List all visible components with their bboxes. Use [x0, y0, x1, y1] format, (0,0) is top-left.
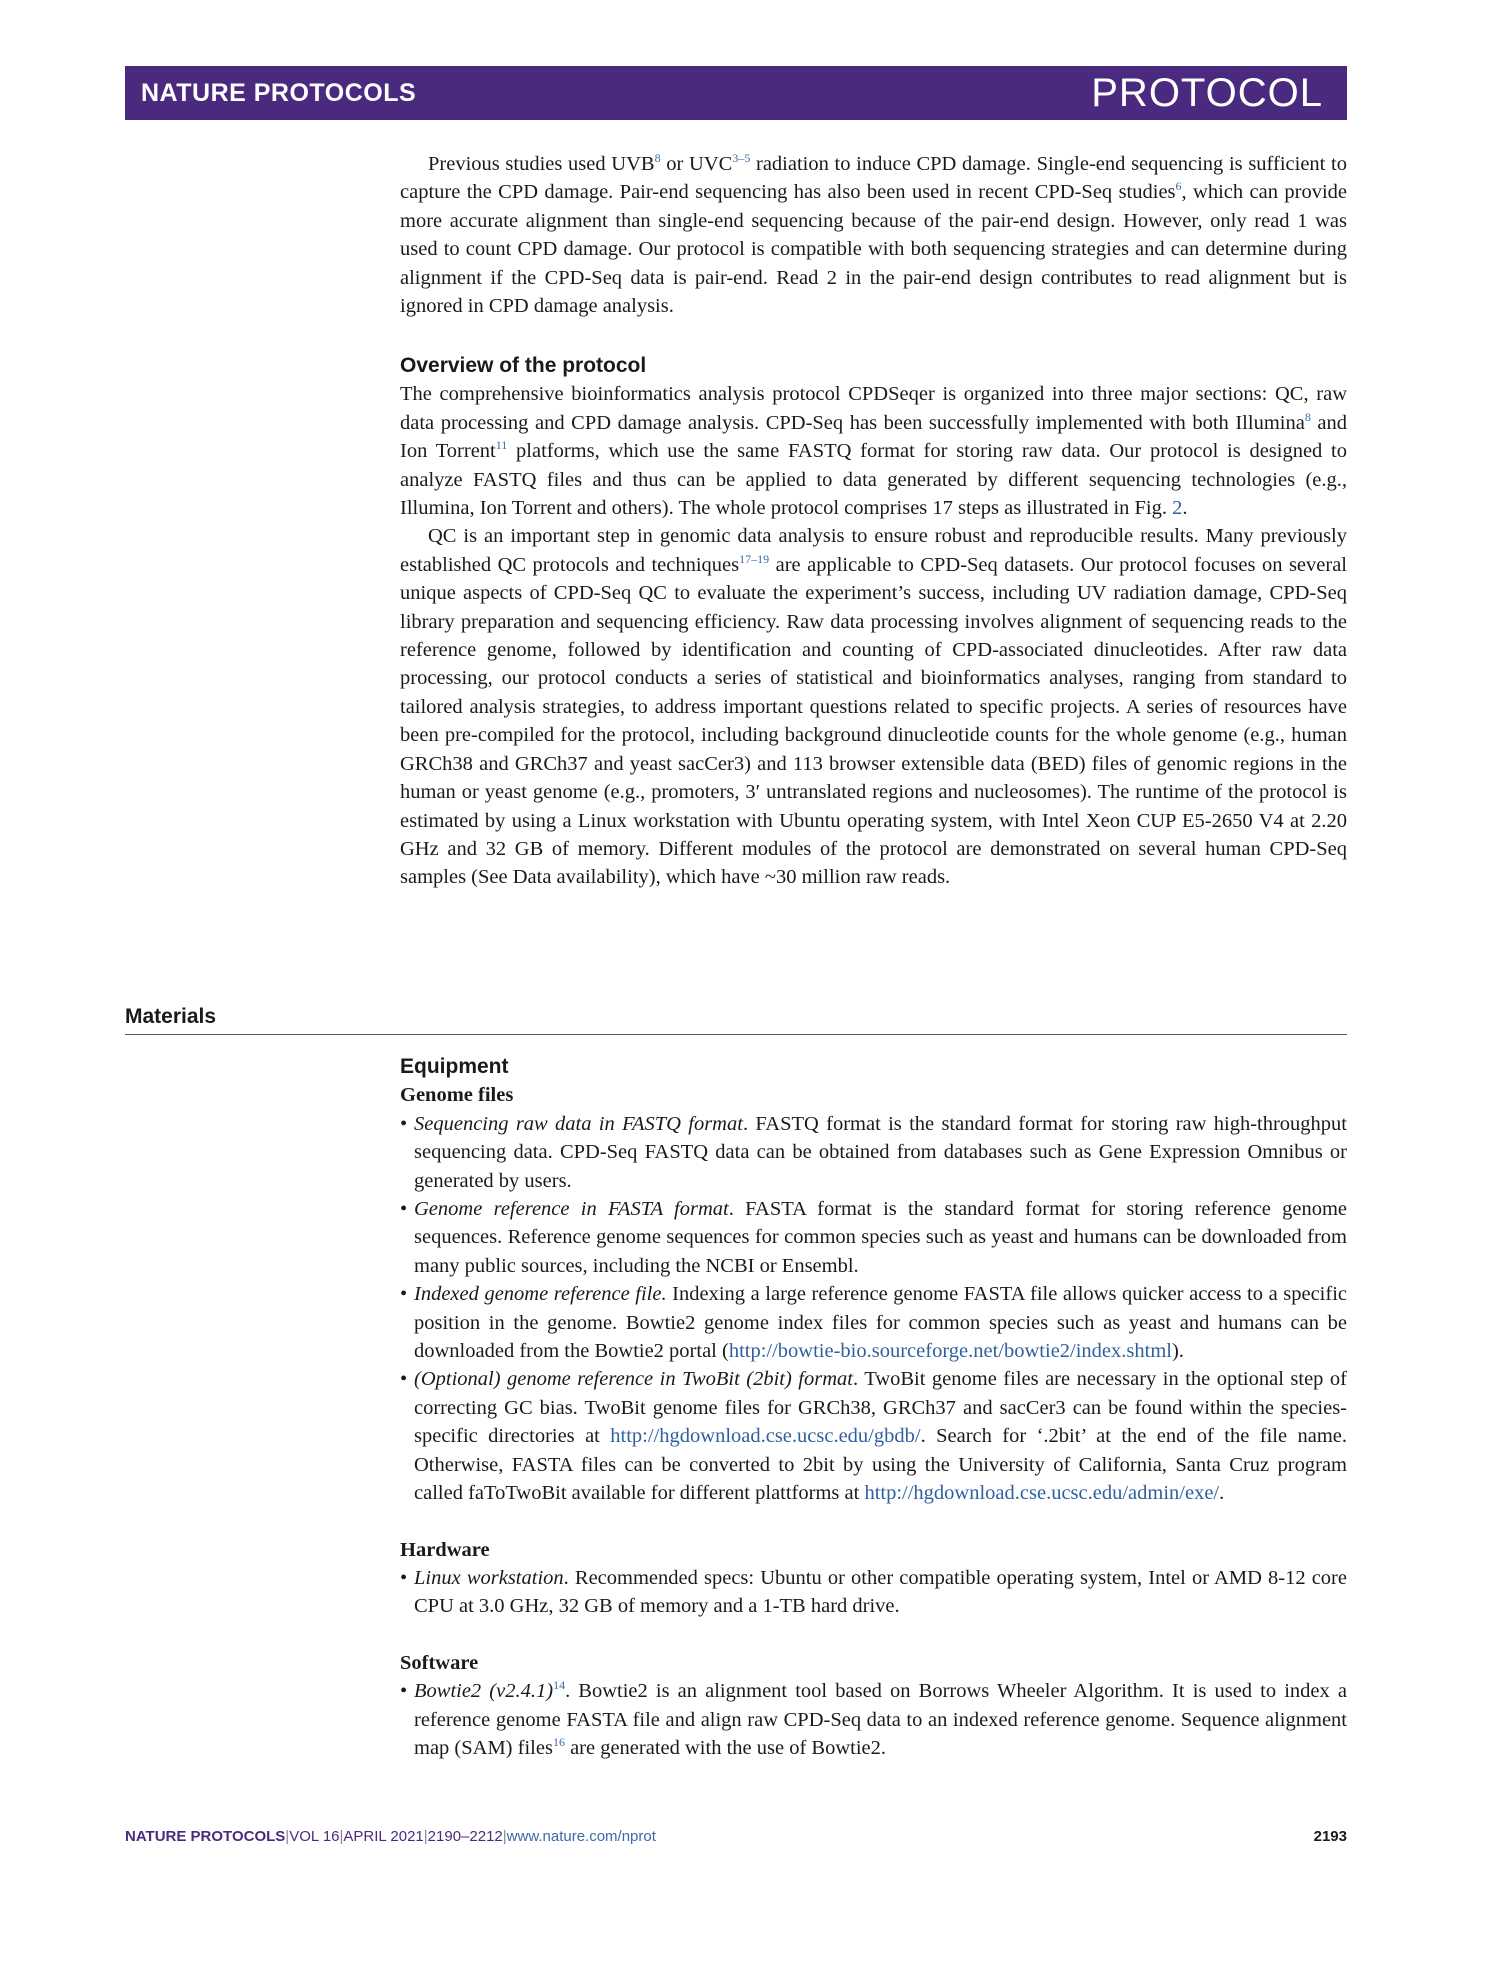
overview-section — [400, 352, 1347, 892]
journal-banner — [125, 66, 1347, 120]
citation[interactable]: 14 — [553, 1678, 566, 1693]
footer-volume: VOL 16 — [289, 1828, 340, 1845]
footer-pages: 2190–2212 — [427, 1828, 503, 1845]
materials-section — [400, 1053, 1347, 1762]
ucsc-gbdb-link[interactable]: http://hgdownload.cse.ucsc.edu/gbdb/ — [610, 1425, 921, 1448]
equipment-heading: Equipment — [400, 1055, 509, 1078]
hardware-list — [400, 1564, 1347, 1621]
citation[interactable]: 16 — [552, 1735, 565, 1750]
footer-date: APRIL 2021 — [343, 1828, 424, 1845]
list-item: • Indexed genome reference file. Indexing a large reference genome FASTA file allows quicker access to a specific position in the genome. Bowtie2 genome index files for common species such as yeast and humans can be downloaded from the Bowtie2 portal (http://bowtie-bio.sourceforge.net/bowtie2/index.shtml). — [400, 1280, 1347, 1365]
genome-files-list — [400, 1110, 1347, 1508]
footer-journal: NATURE PROTOCOLS — [125, 1828, 286, 1845]
overview-paragraph-1: The comprehensive bioinformatics analysis protocol CPDSeqer is organized into three major sections: QC, raw data processing and CPD damage analysis. CPD-Seq has been successfully implemented with both Illumina$^8$ and Ion Torrent$^{11}$ platforms, which use the same FASTQ format for storing raw data. Our protocol is designed to analyze FASTQ files and thus can be applied to data generated by different sequencing technologies (e.g., Illumina, Ion Torrent and others). The whole protocol comprises 17 steps as illustrated in Fig. 2. — [400, 383, 1347, 520]
citation[interactable]: 8 — [1304, 409, 1311, 424]
citation[interactable]: 3–5 — [732, 151, 751, 166]
ucsc-exe-link[interactable]: http://hgdownload.cse.ucsc.edu/admin/exe/ — [864, 1482, 1220, 1505]
footer-url[interactable]: www.nature.com/nprot — [506, 1828, 656, 1845]
article-type: PROTOCOL — [1091, 71, 1323, 115]
overview-paragraph-2: QC is an important step in genomic data analysis to ensure robust and reproducible results. Many previously established QC protocols and techniques$^{17-19}$ are applicable to CPD-Seq datasets. Our protocol focuses on several unique aspects of CPD-Seq QC to evaluate the experiment’s success, including UV radiation damage, CPD-Seq library preparation and sequencing efficiency. Raw data processing involves alignment of sequencing reads to the reference genome, followed by identification and counting of CPD-associated dinucleotides. After raw data processing, our protocol conducts a series of statistical and bioinformatics analyses, ranging from standard to tailored analysis strategies, to address important questions related to specific projects. A series of resources have been pre-compiled for the protocol, including background dinucleotide counts for the whole genome (e.g., human GRCh38 and GRCh37 and yeast sacCer3) and 113 browser extensible data (BED) files of genomic regions in the human or yeast genome (e.g., promoters, 3′ untranslated regions and nucleosomes). The runtime of the protocol is estimated by using a Linux workstation with Ubuntu operating system, with Intel Xeon CUP E5-2650 V4 at 2.20 GHz and 32 GB of memory. Different modules of the protocol are demonstrated on several human CPD-Seq samples (See Data availability), which have ~30 million raw reads. — [400, 525, 1347, 889]
page-footer: NATURE PROTOCOLS|VOL 16|APRIL 2021|2190–2212|www.nature.com/nprot 2193 — [125, 1828, 1347, 1845]
citation[interactable]: 8 — [654, 151, 661, 166]
list-item: • Genome reference in FASTA format. FASTA format is the standard format for storing reference genome sequences. Reference genome sequences for common species such as yeast and humans can be downloaded from many public sources, including the NCBI or Ensembl. — [400, 1195, 1347, 1280]
figure-link[interactable]: 2 — [1172, 497, 1183, 520]
software-list — [400, 1677, 1347, 1762]
software-heading: Software — [400, 1651, 479, 1674]
list-item: • Sequencing raw data in FASTQ format. FASTQ format is the standard format for storing raw high-throughput sequencing data. CPD-Seq FASTQ data can be obtained from databases such as Gene Expression Omnibus or generated by users. — [400, 1110, 1347, 1195]
intro-section — [400, 150, 1347, 320]
list-item: • (Optional) genome reference in TwoBit (2bit) format. TwoBit genome files are necessary in the optional step of correcting GC bias. TwoBit genome files for GRCh38, GRCh37 and sacCer3 can be found within the species-specific directories at http://hgdownload.cse.ucsc.edu/gbdb/. Search for ‘.2bit’ at the end of the file name. Otherwise, FASTA files can be converted to 2bit by using the University of California, Santa Cruz program called faToTwoBit available for different plattforms at http://hgdownload.cse.ucsc.edu/admin/exe/. — [400, 1365, 1347, 1507]
list-item: • Linux workstation. Recommended specs: Ubuntu or other compatible operating system, Intel or AMD 8-12 core CPU at 3.0 GHz, 32 GB of memory and a 1-TB hard drive. — [400, 1564, 1347, 1621]
citation[interactable]: 17–19 — [739, 552, 770, 567]
materials-label: Materials — [125, 1005, 217, 1028]
journal-name: NATURE PROTOCOLS — [141, 79, 417, 107]
bowtie2-link[interactable]: http://bowtie-bio.sourceforge.net/bowtie2/index.shtml — [728, 1340, 1172, 1363]
genome-files-heading: Genome files — [400, 1084, 514, 1107]
page-number: 2193 — [1313, 1828, 1347, 1845]
section-heading: Overview of the protocol — [400, 354, 647, 377]
citation[interactable]: 11 — [495, 438, 508, 453]
list-item: • Bowtie2 $(v2.4.1)^{14}$. Bowtie2 is an alignment tool based on Borrows Wheeler Algorithm. It is used to index a reference genome FASTA file and align raw CPD-Seq data to an indexed reference genome. Sequence alignment map (SAM) files$^{16}$ are generated with the use of Bowtie2. — [400, 1677, 1347, 1762]
citation[interactable]: 6 — [1175, 179, 1182, 194]
section-divider — [125, 1034, 1347, 1035]
intro-paragraph: Previous studies used UVB$^8$ or UVC$^{3-5}$ radiation to induce CPD damage. Single-end sequencing is sufficient to capture the CPD damage. Pair-end sequencing has also been used in recent CPD-Seq studies$^6$, which can provide more accurate alignment than single-end sequencing because of the pair-end design. However, only read 1 was used to count CPD damage. Our protocol is compatible with both sequencing strategies and can determine during alignment if the CPD-Seq data is pair-end. Read 2 in the pair-end design contributes to read alignment but is ignored in CPD damage analysis. — [400, 151, 1348, 318]
hardware-heading: Hardware — [400, 1538, 490, 1561]
